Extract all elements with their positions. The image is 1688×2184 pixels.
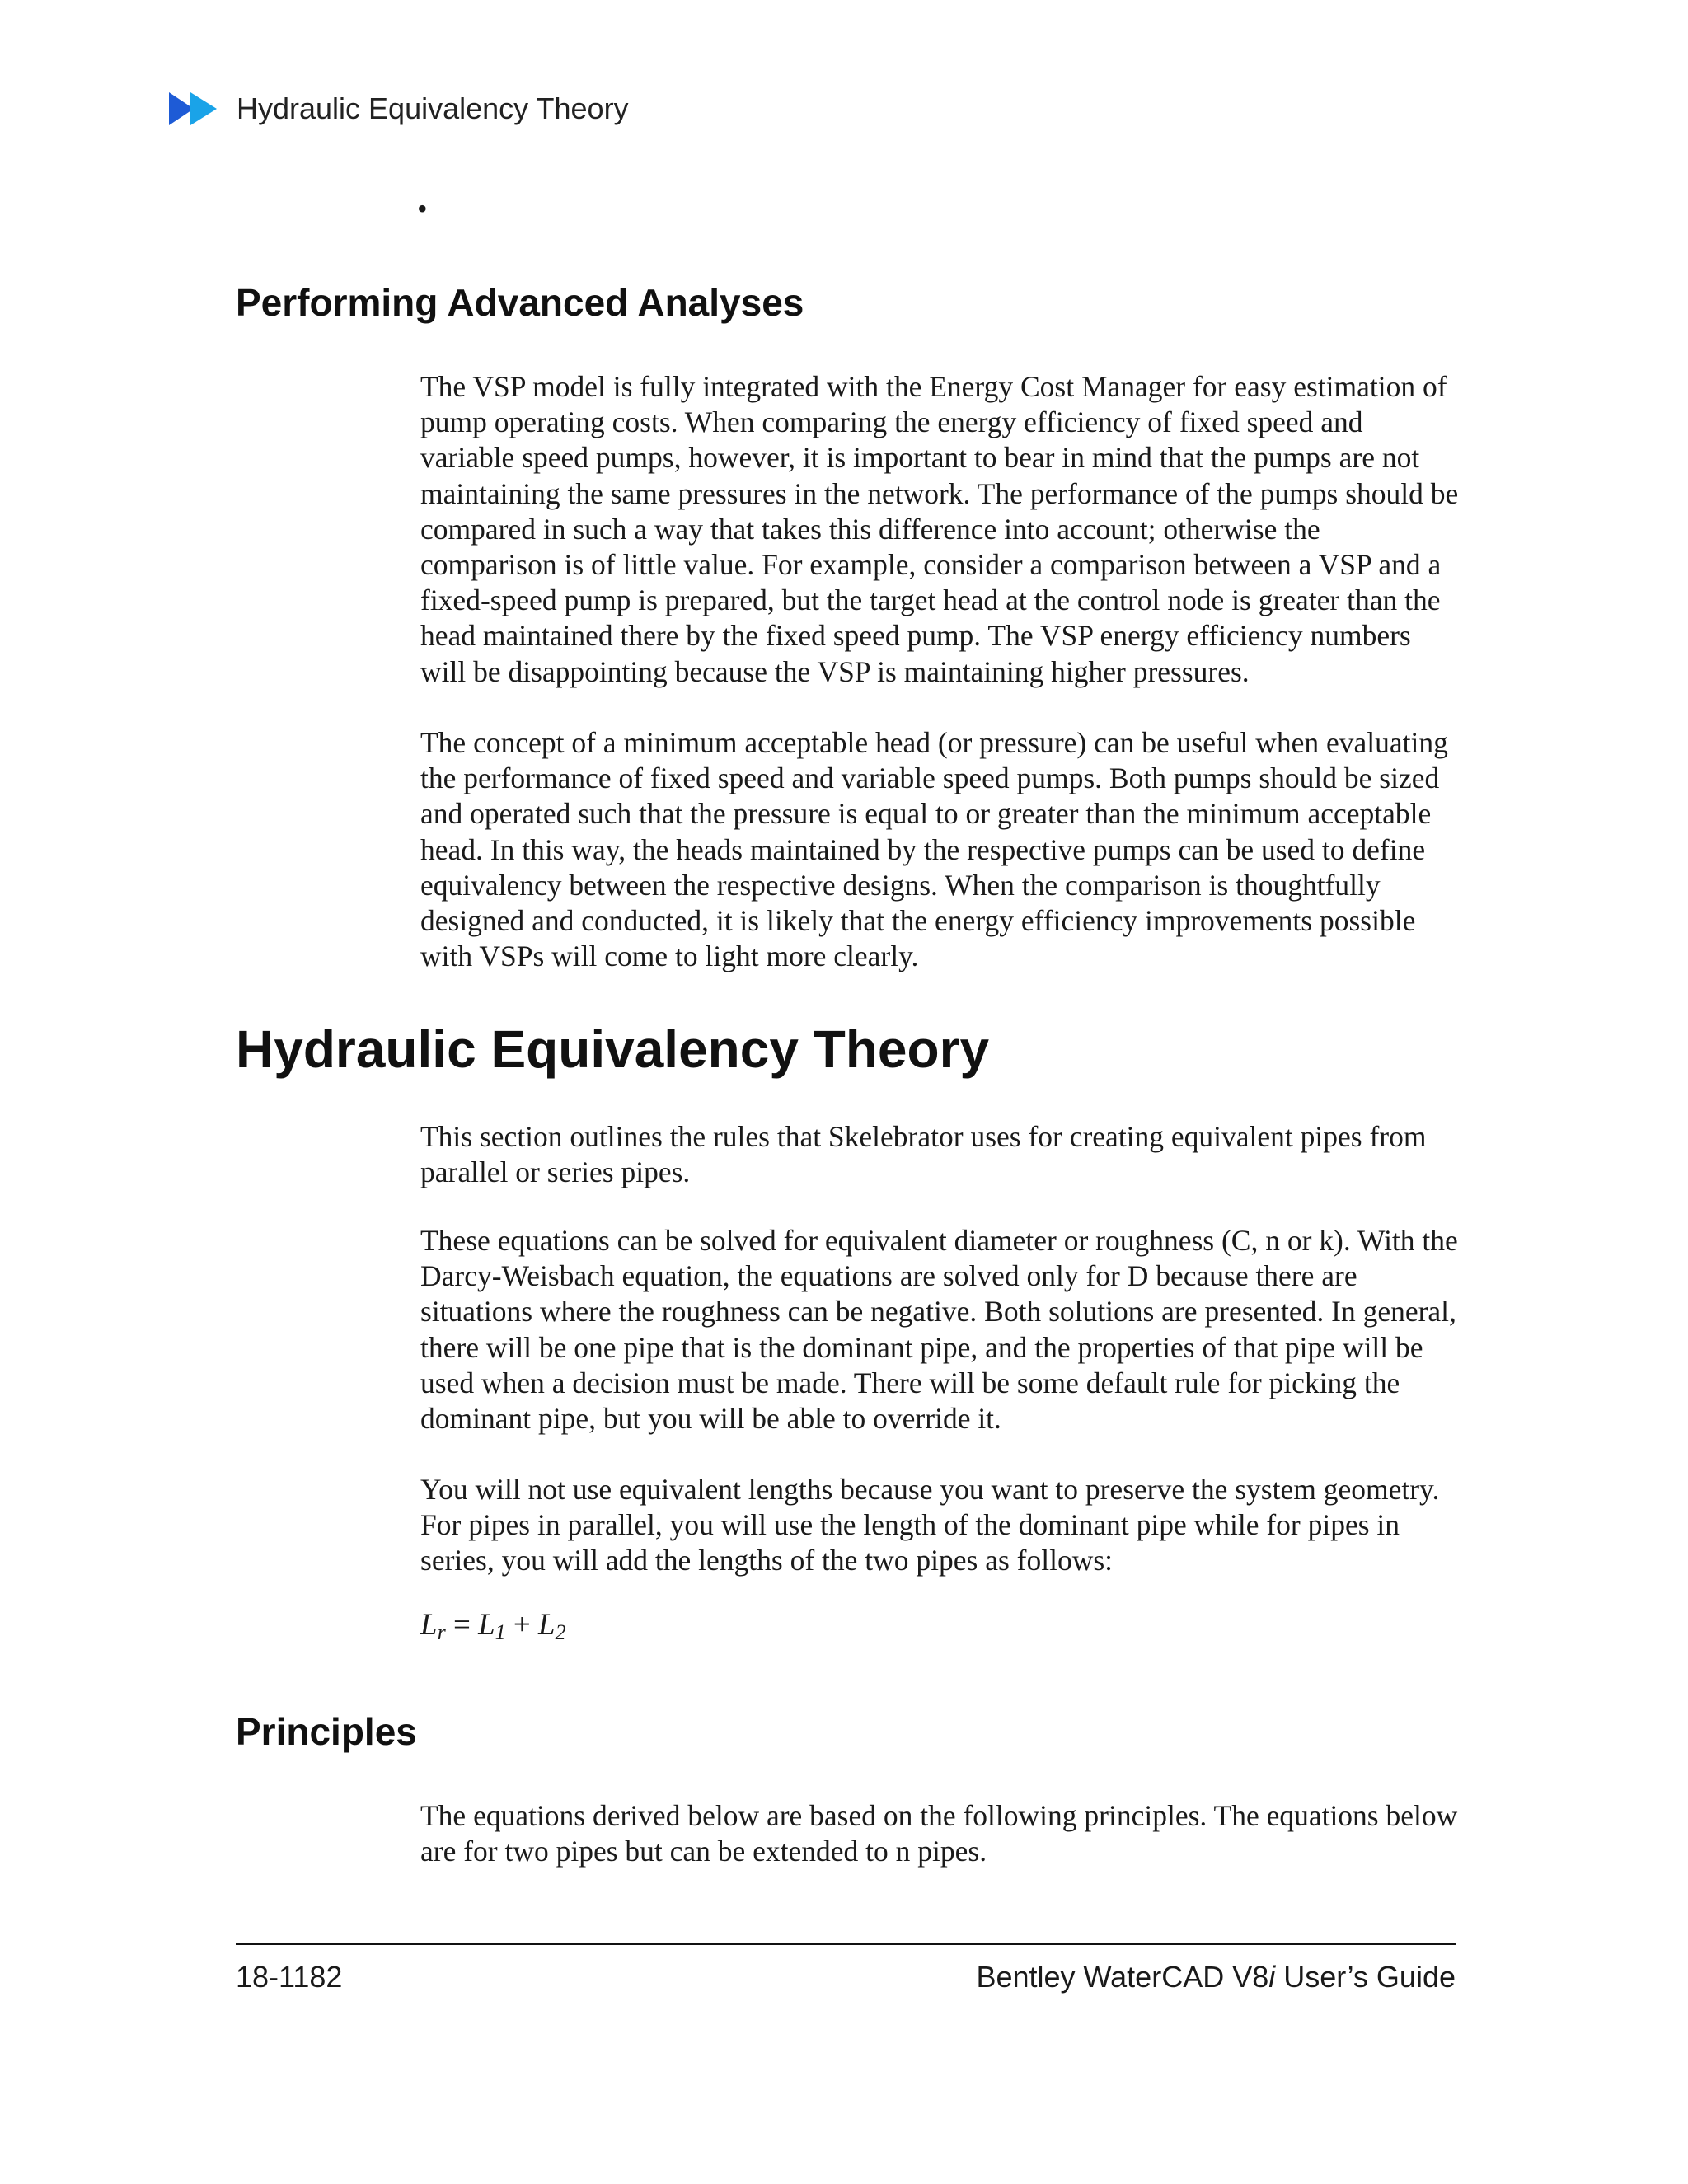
double-arrow-icon <box>169 91 222 127</box>
guide-title-prefix: Bentley WaterCAD V8 <box>976 1960 1269 1994</box>
eq-term1-sub: 1 <box>495 1620 506 1644</box>
eq-term2: L <box>538 1608 556 1642</box>
paragraph-solve-equations: These equations can be solved for equivalent diameter or roughness (C, n or k). With the Darcy-Weisbach equation, the equations are solved only for D because there are situations where the roughness can be negative. Both solutions are presented. In general, there will be one pipe that is the dominant pipe, and the properties of that pipe will be used when a decision must be made. There will be some default rule for picking the dominant pipe, but you will be able to override it. <box>420 1224 1458 1436</box>
length-equation <box>420 1607 566 1645</box>
footer-rule <box>236 1943 1456 1945</box>
guide-title <box>976 1960 1456 1994</box>
paragraph-section-outline: This section outlines the rules that Skelebrator uses for creating equivalent pipes from parallel or series pipes. <box>420 1120 1427 1189</box>
stray-bullet: • <box>417 192 428 225</box>
paragraph-vsp-energy: The VSP model is fully integrated with the Energy Cost Manager for easy estimation of pump operating costs. When comparing the energy efficiency of fixed speed and variable speed pumps, however, it is important to bear in mind that the pumps are not maintaining the same pressures in the network. The performance of the pumps should be compared in such a way that takes this difference into account; otherwise the comparison is of little value. For example, consider a comparison between a VSP and a fixed-speed pump is prepared, but the target head at the control node is greater than the head maintained there by the fixed speed pump. The VSP energy efficiency numbers will be disappointing because the VSP is maintaining higher pressures. <box>420 370 1459 688</box>
guide-title-suffix: User’s Guide <box>1275 1960 1456 1994</box>
eq-lhs: L <box>420 1608 438 1642</box>
running-header <box>169 86 629 132</box>
page-number: 18-1182 <box>236 1960 343 1994</box>
eq-term1: L <box>478 1608 495 1642</box>
eq-equals: = <box>452 1608 471 1642</box>
eq-plus: + <box>513 1608 531 1642</box>
eq-lhs-sub: r <box>437 1620 446 1644</box>
eq-term2-sub: 2 <box>555 1620 566 1644</box>
guide-title-italic: i <box>1268 1960 1276 1994</box>
heading-hydraulic-equivalency-theory: Hydraulic Equivalency Theory <box>236 1019 990 1079</box>
heading-principles: Principles <box>236 1710 417 1753</box>
paragraph-principles: The equations derived below are based on the following principles. The equations below are for two pipes but can be extended to n pipes. <box>420 1799 1458 1868</box>
paragraph-minimum-head: The concept of a minimum acceptable head (or pressure) can be useful when evaluating the performance of fixed speed and variable speed pumps. Both pumps should be sized and operated such that the pressure is equal to or greater than the minimum acceptable head. In this way, the heads maintained by the respective pumps can be used to define equivalency between the respective designs. When the comparison is thoughtfully designed and conducted, it is likely that the energy efficiency improvements possible with VSPs will come to light more clearly. <box>420 726 1448 973</box>
paragraph-equivalent-lengths: You will not use equivalent lengths because you want to preserve the system geometry. For pipes in parallel, you will use the length of the dominant pipe while for pipes in series, you will add the lengths of the two pipes as follows: <box>420 1473 1440 1577</box>
running-title: Hydraulic Equivalency Theory <box>237 91 629 125</box>
heading-performing-advanced-analyses: Performing Advanced Analyses <box>236 281 804 324</box>
